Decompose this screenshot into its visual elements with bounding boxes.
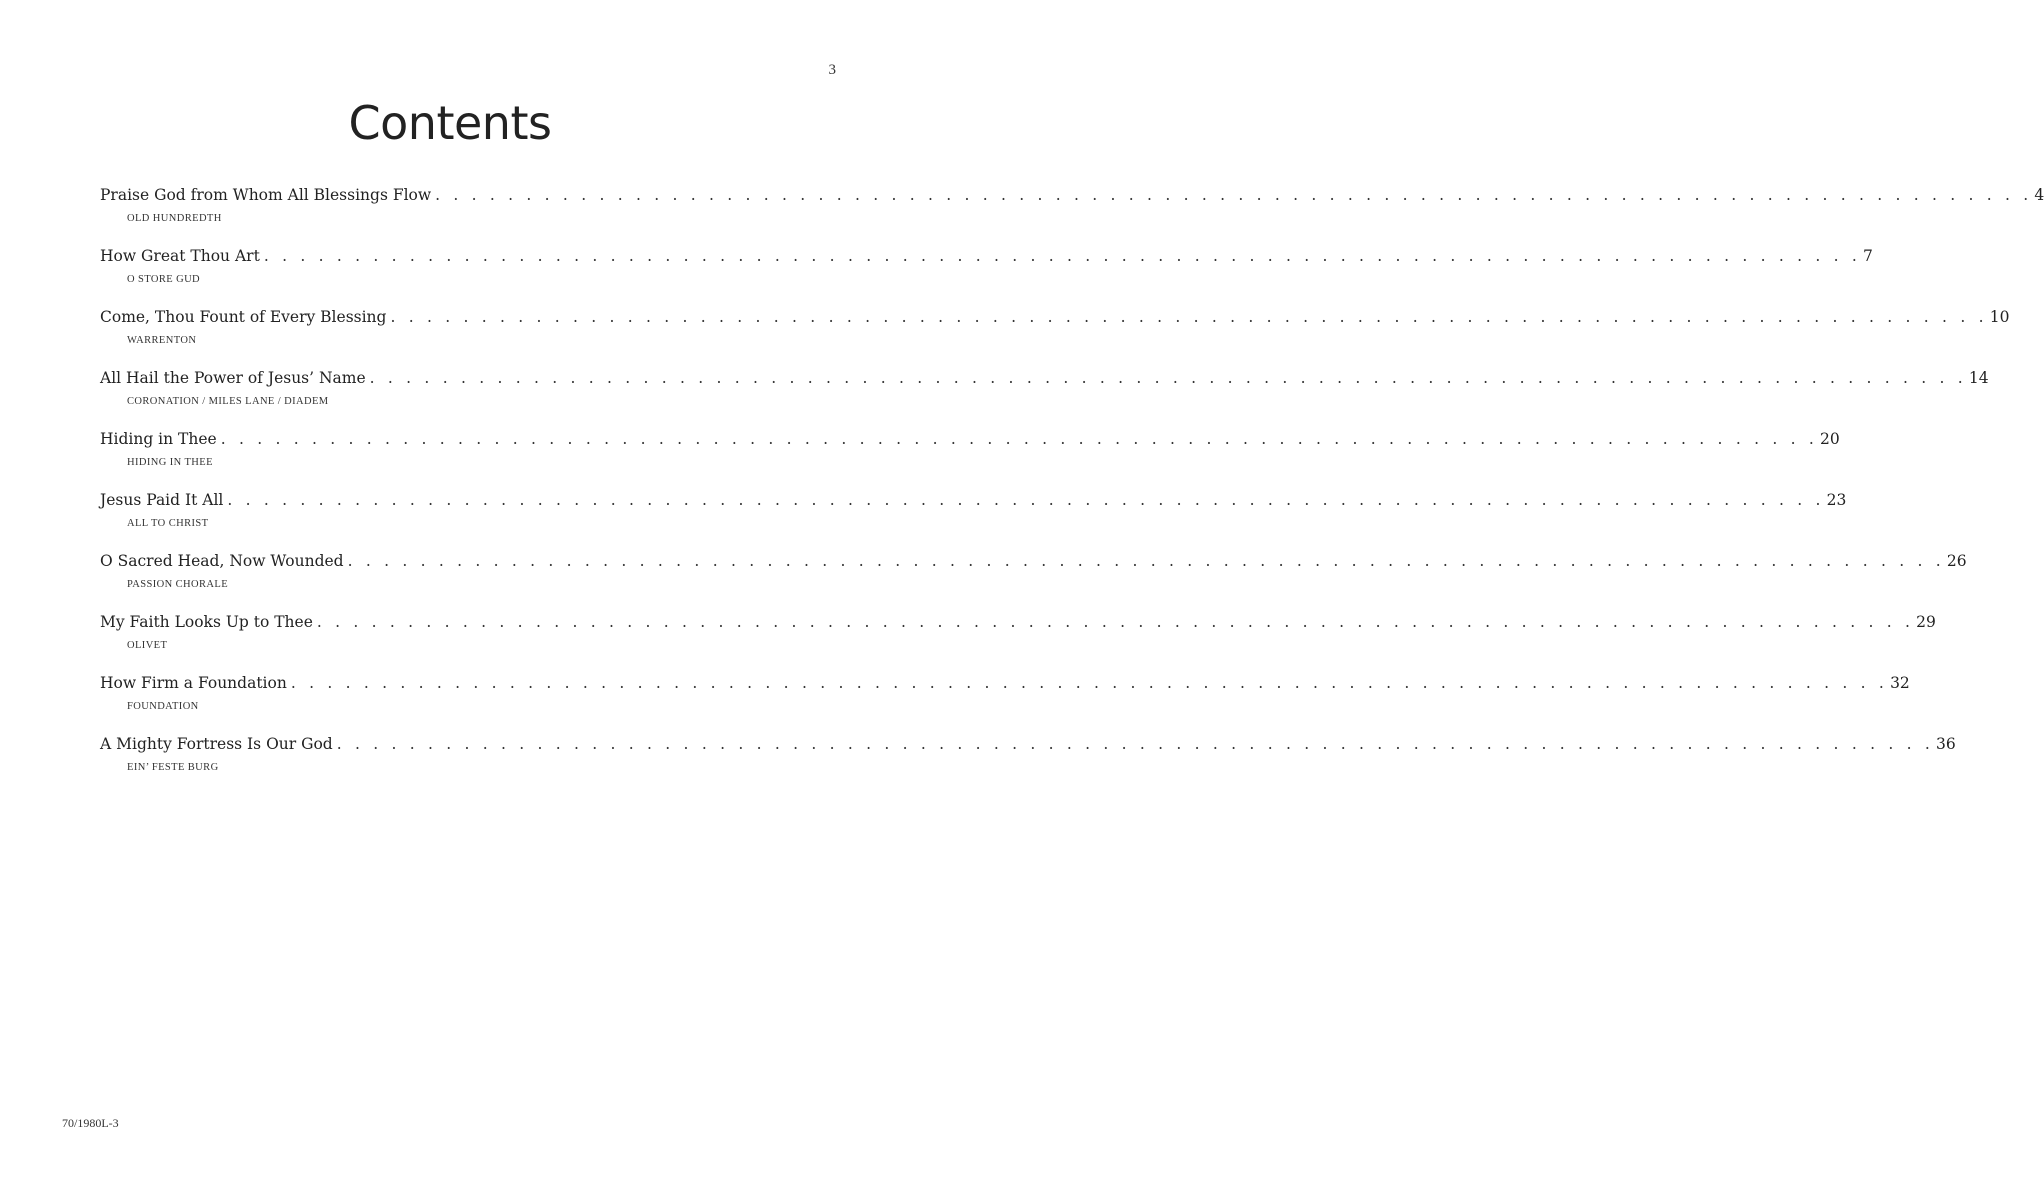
page-number: 3 xyxy=(828,62,836,78)
entry-title: How Great Thou Art xyxy=(100,247,260,265)
dot-leader: . . . . . . . . . . . . . . . . . . . . . . . . . . . . . . . . . . . . . . . . . . . . . . . . . . . . . . . . . . . . . . . . . . . . . . . . . . . . . . . . . . . . . . . . xyxy=(347,552,1945,570)
toc-entry xyxy=(100,491,1847,552)
toc-entry xyxy=(100,186,2044,247)
entry-title: Come, Thou Fount of Every Blessing xyxy=(100,308,387,326)
dot-leader: . . . . . . . . . . . . . . . . . . . . . . . . . . . . . . . . . . . . . . . . . . . . . . . . . . . . . . . . . . . . . . . . . . . . . . . . . . . . . . . . . . . . . . . . xyxy=(263,247,1862,265)
dot-leader: . . . . . . . . . . . . . . . . . . . . . . . . . . . . . . . . . . . . . . . . . . . . . . . . . . . . . . . . . . . . . . . . . . . . . . . . . . . . . . . . . . . . . . . . xyxy=(369,369,1967,387)
toc-entry xyxy=(100,613,1936,674)
entry-page-number: 4 xyxy=(2034,186,2044,204)
footer-catalog-code: 70/1980L-3 xyxy=(62,1116,119,1130)
entry-page-number: 7 xyxy=(1863,247,1873,265)
entry-tune-name: EIN’ FESTE BURG xyxy=(127,762,219,773)
entry-page-number: 32 xyxy=(1890,674,1910,692)
page-title: Contents xyxy=(348,96,552,150)
entry-page-number: 14 xyxy=(1968,369,1989,387)
entry-title: Hiding in Thee xyxy=(100,430,217,448)
entry-title: My Faith Looks Up to Thee xyxy=(100,613,313,631)
entry-page-number: 36 xyxy=(1935,735,1956,753)
entry-title: Praise God from Whom All Blessings Flow xyxy=(100,186,432,204)
entry-tune-name: CORONATION / MILES LANE / DIADEM xyxy=(127,396,329,407)
dot-leader: . . . . . . . . . . . . . . . . . . . . . . . . . . . . . . . . . . . . . . . . . . . . . . . . . . . . . . . . . . . . . . . . . . . . . . . . . . . . . . . . . . . . . . . . xyxy=(227,491,1825,509)
table-of-contents xyxy=(100,186,2044,796)
entry-page-number: 10 xyxy=(1989,308,2010,326)
toc-entry xyxy=(100,308,2010,369)
dot-leader: . . . . . . . . . . . . . . . . . . . . . . . . . . . . . . . . . . . . . . . . . . . . . . . . . . . . . . . . . . . . . . . . . . . . . . . . . . . . . . . . . . . . . . . . xyxy=(290,674,1889,692)
toc-entry xyxy=(100,735,1956,796)
toc-entry xyxy=(100,552,1967,613)
toc-entry xyxy=(100,430,1840,491)
entry-page-number: 23 xyxy=(1826,491,1847,509)
entry-page-number: 26 xyxy=(1946,552,1967,570)
entry-page-number: 20 xyxy=(1819,430,1840,448)
entry-tune-name: OLIVET xyxy=(127,640,168,651)
toc-entry xyxy=(100,247,1873,308)
entry-tune-name: HIDING IN THEE xyxy=(127,457,213,468)
entry-title: A Mighty Fortress Is Our God xyxy=(100,735,333,753)
entry-tune-name: WARRENTON xyxy=(127,335,197,346)
toc-entry xyxy=(100,369,1989,430)
dot-leader: . . . . . . . . . . . . . . . . . . . . . . . . . . . . . . . . . . . . . . . . . . . . . . . . . . . . . . . . . . . . . . . . . . . . . . . . . . . . . . . . . . . . . . . . xyxy=(435,186,2033,204)
entry-tune-name: PASSION CHORALE xyxy=(127,579,229,590)
entry-title: How Firm a Foundation xyxy=(100,674,287,692)
dot-leader: . . . . . . . . . . . . . . . . . . . . . . . . . . . . . . . . . . . . . . . . . . . . . . . . . . . . . . . . . . . . . . . . . . . . . . . . . . . . . . . . . . . . . . . . xyxy=(336,735,1934,753)
toc-entry xyxy=(100,674,1910,735)
entry-title: O Sacred Head, Now Wounded xyxy=(100,552,344,570)
dot-leader: . . . . . . . . . . . . . . . . . . . . . . . . . . . . . . . . . . . . . . . . . . . . . . . . . . . . . . . . . . . . . . . . . . . . . . . . . . . . . . . . . . . . . . . . xyxy=(316,613,1915,631)
entry-title: Jesus Paid It All xyxy=(100,491,224,509)
entry-tune-name: O STORE GUD xyxy=(127,274,201,285)
entry-tune-name: FOUNDATION xyxy=(127,701,199,712)
entry-title: All Hail the Power of Jesus’ Name xyxy=(100,369,366,387)
entry-tune-name: ALL TO CHRIST xyxy=(127,518,209,529)
dot-leader: . . . . . . . . . . . . . . . . . . . . . . . . . . . . . . . . . . . . . . . . . . . . . . . . . . . . . . . . . . . . . . . . . . . . . . . . . . . . . . . . . . . . . . . . xyxy=(390,308,1988,326)
entry-page-number: 29 xyxy=(1916,613,1936,631)
entry-tune-name: OLD HUNDREDTH xyxy=(127,213,222,224)
dot-leader: . . . . . . . . . . . . . . . . . . . . . . . . . . . . . . . . . . . . . . . . . . . . . . . . . . . . . . . . . . . . . . . . . . . . . . . . . . . . . . . . . . . . . . . . xyxy=(220,430,1818,448)
